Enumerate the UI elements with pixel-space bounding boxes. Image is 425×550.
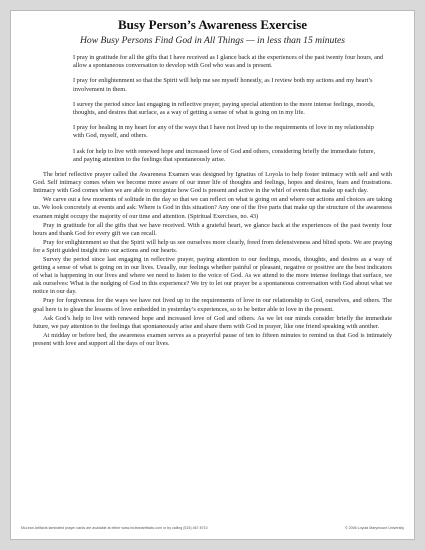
prayer-list: [73, 54, 384, 164]
body-text: [33, 171, 392, 348]
prayer-item: I pray for enlightenment so that the Spirit will help me see myself honestly, as I review both my actions and my heart’s involvement in them.: [73, 77, 373, 93]
body-paragraph: Pray for forgiveness for the ways we have not lived up to the requirements of love in our relationship to God, ourselves, and others. The goal here is to glean the lessons of love embedded in yesterday’s experiences, so to be better able to love in the present.: [33, 297, 392, 313]
body-paragraph: The brief reflective prayer called the Awareness Examen was designed by Ignatius of Loyola to help foster intimacy with self and with God. Self intimacy comes when we become more aware of our inner life of thoughts and feelings, hopes and desires, fears and frustrations. Intimacy with God comes when we are able to recognize how God is present and active in the whirl of events that make up each day.: [33, 171, 392, 195]
page-footer: [21, 526, 404, 530]
prayer-item: I survey the period since last engaging in reflective prayer, paying special attention to the more intense feelings, moods, thoughts, and desires that surface, as a way of getting a sense of what is going on in my life.: [73, 100, 375, 117]
document-title: Busy Person’s Awareness Exercise: [117, 17, 308, 32]
body-paragraph: Pray for enlightenment so that the Spirit will help us see ourselves more clearly, freed from defensiveness and blind spots. We are praying for a Spirit guided insight into our actions and our hearts.: [33, 238, 392, 254]
body-paragraph: At midday or before bed, the awareness examen serves as a prayerful pause of ten to fifteen minutes to remind us that God is intimately present with love and support all the days of our lives.: [33, 331, 392, 347]
body-paragraph: Pray in gratitude for all the gifts that we have received. With a grateful heart, we glance back at the experiences of the past twenty four hours and thank God for every gift we can recall.: [33, 221, 392, 237]
prayer-item: I pray for healing in my heart for any of the ways that I have not lived up to the requirements of love in my relationship with God, myself, and others.: [73, 124, 374, 140]
footer-left: McLean Artifacts laminated prayer cards are available at either www.mcleanartifacts.com or by calling (515) 467 8710: [21, 526, 208, 530]
body-paragraph: We carve out a few moments of solitude in the day so that we can reflect on what is going on and where our actions and choices are taking us. We look concretely at events and ask: Where is God in this situation? Any one of the five parts that make up the structure of the awareness examen might occupy the majority of our time and attention. (Spiritual Exercises, no. 43): [33, 196, 392, 220]
body-paragraph: Survey the period since last engaging in reflective prayer, paying attention to our feelings, moods, thoughts, and desires as a way of getting a sense of what is going on in our lives. Usually, our feelings whether painful or pleasant, negative or positive are the best indicators of what is happening in our lives and where we need to listen to the voice of God. As we attend to the more intense feelings that surface, we ask ourselves: What is the nudging of God in this experience? We try to let our prayer be a spontaneous conversation with God about what we notice in our day.: [33, 255, 392, 296]
prayer-item: I ask for help to live with renewed hope and increased love of God and others, considering briefly the immediate future, and paying attention to the feelings that spontaneously arise.: [73, 147, 376, 163]
document-page: [10, 10, 415, 540]
footer-right: © 2006 Loyola Marymount University: [345, 526, 404, 530]
document-subtitle: How Busy Persons Find God in All Things — in less than 15 minutes: [80, 35, 345, 46]
body-paragraph: Ask God’s help to live with renewed hope and increased love of God and others. As we let our minds consider briefly the immediate future, we pay attention to the feelings that spontaneously arise and share them with God in prayer, like one friend speaking with another.: [33, 314, 392, 330]
prayer-item: I pray in gratitude for all the gifts that I have received as I glance back at the experiences of the past twenty four hours, and allow a spontaneous conversation to develop with God who was and is present.: [73, 54, 384, 70]
